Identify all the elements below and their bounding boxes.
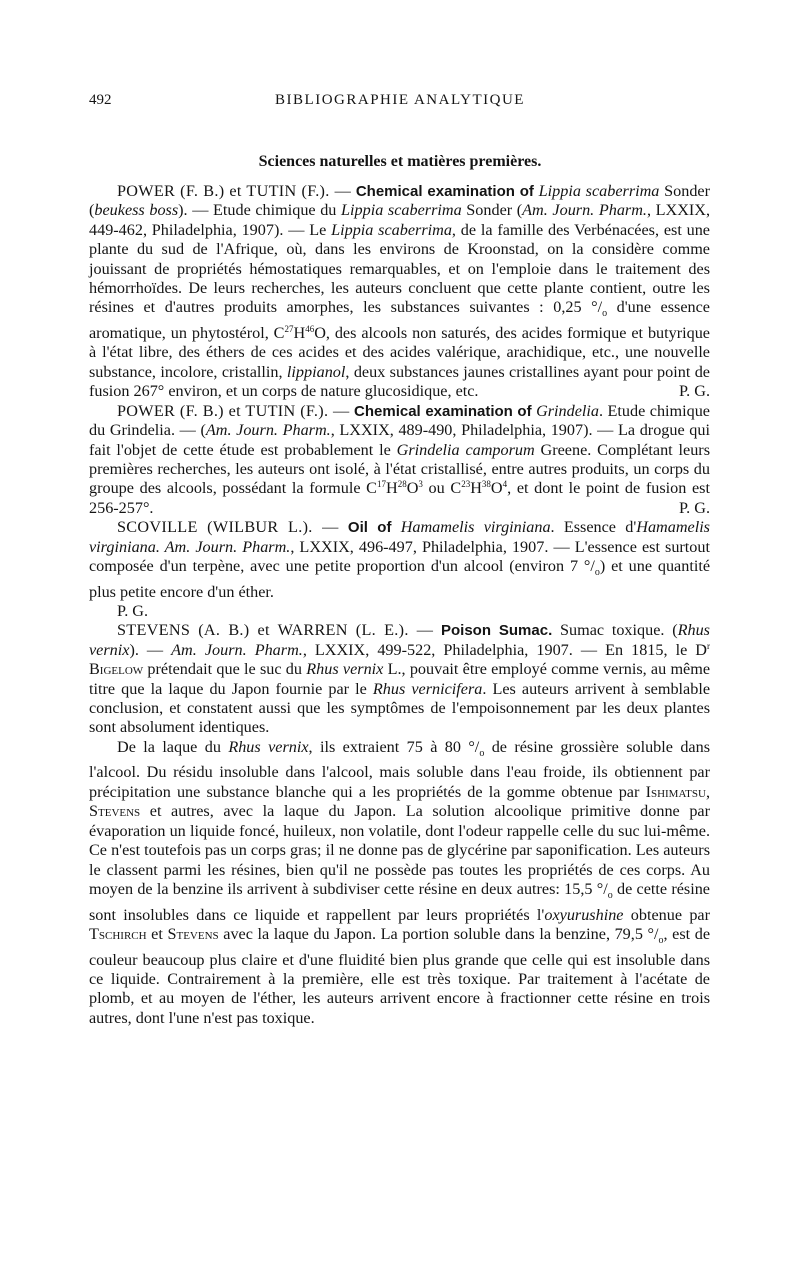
bibliography-entry: POWER (F. B.) et TUTIN (F.). — Chemical examination of Lippia scaberrima Sonder (beukess boss). — Etude chimique du Lippia scaberrima Sonder (Am. Journ. Pharm., LXXIX, 449-462, Philadelphia, 1907). — Le Lippia scaberrima, de la famille des Verbénacées, est une plante du sud de l'Afrique, où, dans les environs de Kroonstad, on la considère comme jouissant de propriétés hémostatiques remarquables, et on l'emploie dans le traitement des hémorrhoïdes. De leurs recherches, les auteurs concluent que cette plante contient, outre les résines et d'autres produits amorphes, les substances suivantes : 0,25 $^\circ/_o$ d'une essence aromatique, un phytostérol, $C^{27}H^{46}O$, des alcools non saturés, des acides formique et butyrique à l'état libre, des éthers de ces acides et des acides valérique, arachidique, etc., une nouvelle substance, incolore, cristallin, lippianol, deux substances jaunes cristallines ayant pour point de fusion 267° environ, et un corps de nature glucosidique, etc. P. G. (89, 182, 711, 401)
running-title: BIBLIOGRAPHIE ANALYTIQUE (275, 92, 525, 108)
signature: P. G. (117, 602, 149, 620)
signature: P. G. (678, 382, 710, 401)
section-title: Sciences naturelles et matières premières. (258, 153, 542, 170)
running-head (89, 92, 711, 114)
bibliography-entry: POWER (F. B.) et TUTIN (F.). — Chemical examination of Grindelia. Etude chimique du Grindelia. — (Am. Journ. Pharm., LXXIX, 489-490, Philadelphia, 1907). — La drogue qui fait l'objet de cette étude est probablement le Grindelia camporum Greene. Complétant leurs premières recherches, les auteurs ont isolé, à l'état cristallisé, entre autres produits, un corps du groupe des alcools, possédant la formule $C^{17}H^{28}O^3$ ou $C^{23}H^{38}O^4$, et dont le point de fusion est 256-257°. P. G. (89, 401, 710, 517)
bibliography-entry: STEVENS (A. B.) et WARREN (L. E.). — Poison Sumac. Sumac toxique. (Rhus vernix). — Am. Journ. Pharm., LXXIX, 499-522, Philadelphia, 1907. — En 1815, le $D^r$ Bigelow prétendait que le suc du Rhus vernix L., pouvait être employé comme vernis, au même titre que la laque du Japon fournie par le Rhus vernicifera. Les auteurs arrivent à semblable conclusion, et constatent aussi que les symptômes de l'empoisonnement par les deux plantes sont absolument identiques. (89, 621, 711, 737)
signature: P. G. (678, 498, 710, 517)
bibliography-paragraph: De la laque du Rhus vernix, ils extraient 75 à 80 $^\circ/_o$ de résine grossière soluble dans l'alcool. Du résidu insoluble dans l'alcool, mais soluble dans l'eau froide, ils obtiennent par précipitation une substance blanche qui a les propriétés de la gomme obtenue par Ishimatsu, Stevens et autres, avec la laque du Japon. La solution alcoolique primitive donne par évaporation un liquide foncé, huileux, non volatile, dont l'odeur rappelle celle du suc lui-même. Ce n'est toutefois pas un corps gras; il ne donne pas de glycérine par saponification. Les auteurs le classent parmi les résines, bien qu'il ne possède pas toutes les propriétés de ces corps. Au moyen de la benzine ils arrivent à subdiviser cette résine en deux autres: 15,5 $^\circ/_o$ de cette résine sont insolubles dans ce liquide et rappellent par leurs propriétés l'oxyurushine obtenue par Tschirch et Stevens avec la laque du Japon. La portion soluble dans la benzine, 79,5 $^\circ/_o$, est de couleur beaucoup plus claire et d'une fluidité bien plus grande que celle qui est insoluble dans ce liquide. Contrairement à la première, elle est très toxique. Par traitement à l'acétate de plomb, et au moyen de l'éther, les auteurs arrivent encore à fractionner cette résine en trois autres, dont l'une n'est pas toxique. (89, 737, 711, 1027)
bibliography-entry: SCOVILLE (WILBUR L.). — Oil of Hamamelis virginiana. Essence d'Hamamelis virginiana. Am. Journ. Pharm., LXXIX, 496-497, Philadelphia, 1907. — L'essence est surtout composée d'un terpène, avec une petite proportion d'un alcool (environ 7 $^\circ/_o$) et une quantité plus petite encore d'un éther. (89, 518, 710, 601)
article-body (89, 182, 710, 1028)
page-number: 492 (89, 92, 112, 108)
